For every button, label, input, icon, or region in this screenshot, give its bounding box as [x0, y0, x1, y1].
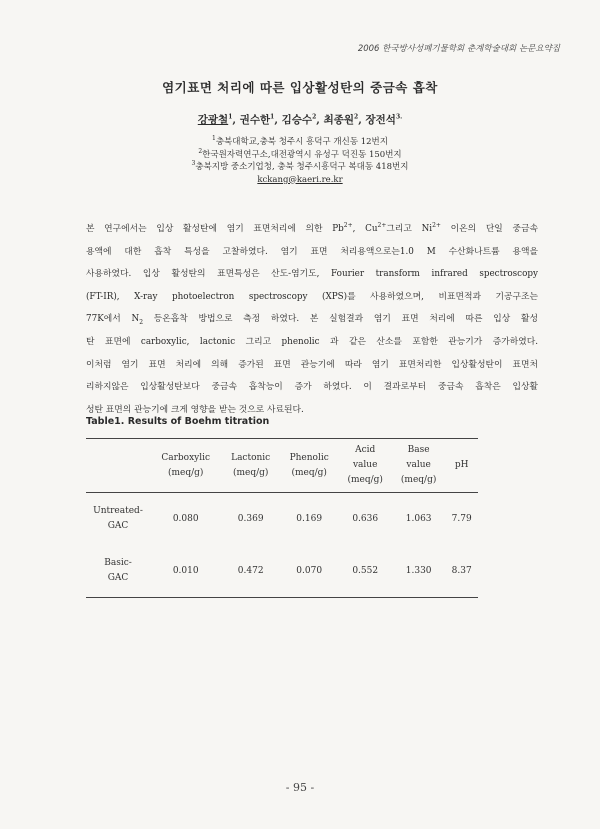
abstract-text: 등온흡착 방법으로 측정 하였다. 본 실험결과 염기 표면 처리에 따른 입상 활성 [143, 314, 538, 325]
author-separator: , [358, 114, 366, 126]
table-cell: 7.79 [451, 513, 472, 524]
table-cell: 1.330 [405, 565, 432, 576]
abstract-text: 본 연구에서는 입상 활성탄에 염기 표면처리에 의한 Pb [86, 224, 344, 234]
affiliation-line [0, 149, 600, 162]
abstract-line: 탄 표면에 carboxylic, lactonic 그리고 phenolic 과 같은 산소를 포함한 관능기가 증가하였다. [86, 336, 538, 347]
abstract-line: 이처럼 염기 표면 처리에 의해 증가된 표면 관능기에 따라 염기 표면처리한 입상활성탄이 표면처 [86, 359, 538, 370]
table-cell: 1.063 [405, 513, 432, 524]
table-row [86, 493, 478, 546]
affil-mark: 2 [198, 147, 203, 155]
abstract-line: 사용하였다. 입상 활성탄의 표면특성은 산도-염기도, Fourier transform infrared spectroscopy [86, 269, 538, 280]
affiliation-line [0, 161, 600, 174]
abstract-line: 리하지않은 입상활성탄보다 중금속 흡착능이 증가 하였다. 이 결과로부터 중금속 흡착은 입상활 [86, 382, 538, 393]
affiliations [0, 136, 600, 186]
ion-charge: 2+ [377, 222, 387, 230]
abstract-body [86, 218, 538, 421]
abstract-line: (FT-IR), X-ray photoelectron spectroscopy (XPS)를 사용하였으며, 비표면적과 기공구조는 [86, 291, 538, 302]
boehm-titration-table [86, 438, 478, 598]
conference-header: 2006 한국방사성폐기물학회 춘계학술대회 논문요약집 [357, 44, 560, 54]
abstract-line [86, 308, 538, 331]
table-cell: 0.080 [172, 513, 199, 524]
abstract-text: , Cu [352, 224, 378, 234]
affil-mark: 1 [212, 135, 216, 143]
affiliation-line [0, 136, 600, 149]
abstract-line: 성탄 표면의 관능기에 크게 영향을 받는 것으로 사료된다. [86, 404, 304, 415]
table-cell: 8.37 [451, 565, 472, 576]
table-cell: 0.070 [296, 565, 323, 576]
author-separator: , [232, 114, 240, 126]
author-affil-mark: 2 [312, 113, 317, 121]
author-affil-mark: 1 [270, 113, 275, 121]
table-cell: 0.369 [237, 513, 264, 524]
table-header-row [86, 439, 478, 493]
row-label: Untreated- GAC [93, 506, 143, 531]
header-lactonic: Lactonic (meq/g) [231, 452, 271, 478]
table-cell: 0.472 [237, 565, 264, 576]
abstract-line [86, 218, 538, 241]
author-affil-mark: 1 [228, 113, 233, 121]
affil-text: 충북지방 중소기업청, 충북 청주시흥덕구 복대동 418번지 [195, 162, 409, 172]
author-list [0, 112, 600, 127]
ion-charge: 2+ [432, 222, 441, 230]
abstract-text: 77K에서 N [86, 314, 140, 325]
header-carboxylic: Carboxylic (meq/g) [161, 452, 211, 478]
header-ph: pH [454, 460, 469, 470]
page-number: - 95 - [285, 781, 315, 794]
table-caption: Table1. Results of Boehm titration [86, 416, 270, 427]
contact-email[interactable]: kckang@kaeri.re.kr [257, 174, 343, 185]
author-name: 최종원 [323, 114, 355, 126]
affil-text: 한국원자력연구소,대전광역시 유성구 덕진동 150번지 [202, 149, 402, 160]
affil-mark: 3 [191, 160, 196, 168]
table-cell: 0.010 [172, 565, 199, 576]
abstract-line: 용액에 대한 흡착 특성을 고찰하였다. 염기 표면 처리용액으로는1.0 M 수산화나트륨 용액을 [86, 246, 538, 257]
paper-title: 염기표면 처리에 따른 입상활성탄의 중금속 흡착 [162, 80, 438, 95]
affil-text: 충북대학교,충북 청주시 흥덕구 개신동 12번지 [215, 137, 388, 147]
header-acid-value: Acid value (meq/g) [347, 445, 383, 485]
header-base-value: Base value (meq/g) [400, 445, 437, 485]
author-name: 강광철 [197, 114, 229, 126]
abstract-text: 이온의 단일 중금속 [440, 224, 538, 234]
table-cell: 0.636 [352, 513, 379, 524]
row-label: Basic- GAC [104, 558, 132, 583]
author-name: 김승수 [281, 114, 313, 126]
header-empty [86, 439, 150, 493]
author-affil-mark: 3. [395, 113, 403, 121]
table-cell: 0.552 [352, 565, 379, 576]
author-name: 권수한 [239, 114, 271, 126]
author-separator: , [316, 114, 324, 126]
table-row [86, 545, 478, 598]
abstract-text: 그리고 Ni [386, 224, 433, 234]
subscript: 2 [139, 319, 144, 327]
author-separator: , [274, 114, 282, 126]
author-name: 장전석 [365, 114, 396, 126]
ion-charge: 2+ [343, 222, 353, 230]
table-cell: 0.169 [296, 513, 323, 524]
author-affil-mark: 2 [354, 113, 359, 121]
header-phenolic: Phenolic (meq/g) [289, 452, 329, 478]
